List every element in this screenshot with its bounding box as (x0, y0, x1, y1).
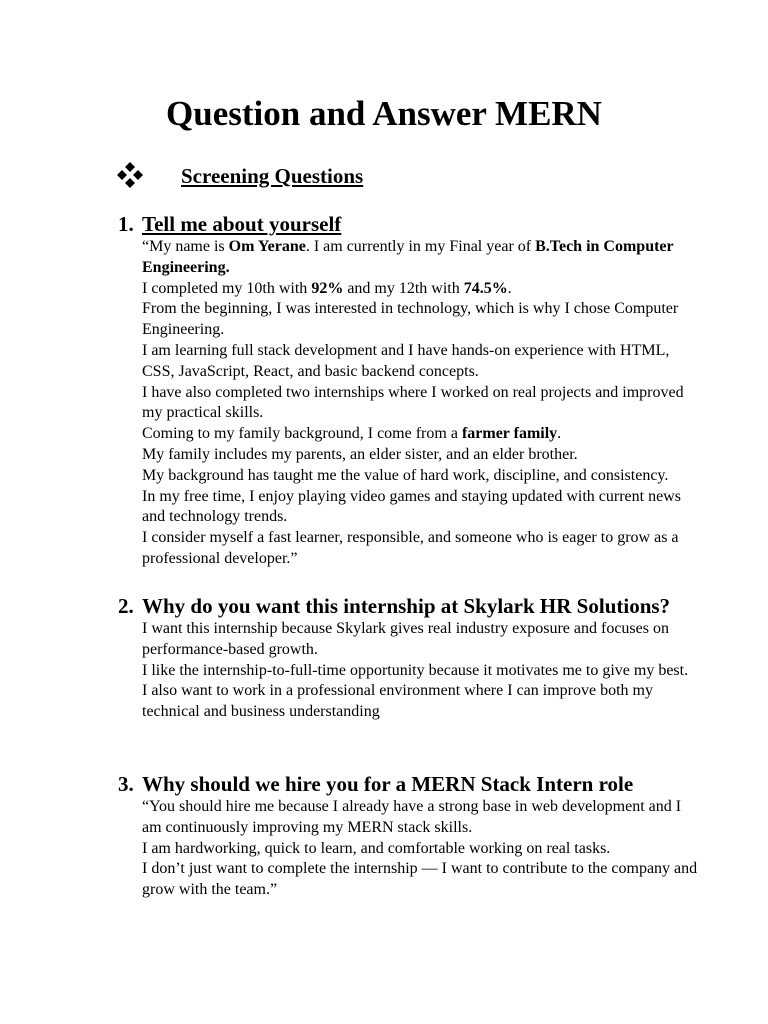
text-run: . (507, 279, 512, 297)
text-run: “You should hire me because I already have a strong base in web development and I am continuously improving my MERN stack skills. (142, 798, 682, 836)
text-run: . I am currently in my Final year of (305, 238, 536, 255)
text-run: and my 12th with (343, 279, 464, 297)
text-run: I don’t just want to complete the internship — I want to contribute to the company and grow with the team.” (142, 860, 698, 899)
answer-line (142, 445, 698, 466)
question-block-3 (118, 772, 698, 901)
question-block-2 (118, 594, 698, 723)
text-run: My background has taught me the value of hard work, discipline, and consistency. (142, 466, 669, 484)
question-text: Why do you want this internship at Skylark HR Solutions? (142, 594, 671, 618)
question-number: 3. (118, 772, 134, 796)
answer-line (142, 383, 698, 425)
answer-line (142, 619, 698, 661)
answer-text (142, 797, 698, 901)
text-run: Coming to my family background, I come from a (142, 425, 462, 443)
bold-text: 92% (311, 279, 344, 297)
question-text: Tell me about yourself (142, 212, 342, 236)
text-run: I am learning full stack development and I have hands-on experience with HTML, CSS, JavaScript, React, and basic backend concepts. (142, 341, 670, 380)
answer-line (142, 487, 698, 529)
bold-text: Om Yerane (228, 238, 306, 255)
question-text: Why should we hire you for a MERN Stack Intern role (142, 772, 634, 796)
question-number: 2. (118, 594, 134, 618)
answer-line (142, 839, 698, 860)
answer-line (142, 237, 698, 279)
answer-line (142, 466, 698, 487)
question-block-1 (118, 212, 698, 570)
text-run: I have also completed two internships where I worked on real projects and improved my practical skills. (142, 383, 684, 422)
page-title: Question and Answer MERN (166, 94, 602, 133)
text-run: In my free time, I enjoy playing video games and staying updated with current news and technology trends. (142, 487, 681, 526)
text-run: My family includes my parents, an elder sister, and an elder brother. (142, 445, 578, 463)
text-run: I completed my 10th with (142, 279, 312, 297)
answer-line (142, 859, 698, 901)
answer-line (142, 279, 698, 300)
text-run: . (557, 425, 562, 443)
answer-line (142, 424, 698, 445)
text-run: “My name is (142, 238, 229, 255)
answer-line (142, 341, 698, 383)
text-run: I consider myself a fast learner, responsible, and someone who is eager to grow as a professional developer.” (142, 529, 679, 567)
answer-line (142, 797, 698, 839)
section-heading: Screening Questions (181, 164, 364, 188)
answer-line (142, 299, 698, 341)
text-run: From the beginning, I was interested in technology, which is why I chose Computer Engineering. (142, 300, 679, 339)
four-diamond-bullet-icon (115, 160, 145, 190)
question-heading (118, 212, 698, 237)
text-run: I also want to work in a professional environment where I can improve both my technical and business understanding (142, 682, 653, 721)
bold-text: farmer family (461, 425, 558, 443)
bold-text: B.Tech in Computer Engineering. (142, 238, 674, 276)
text-run: I like the internship-to-full-time opportunity because it motivates me to give my best. (142, 661, 689, 679)
answer-text (142, 237, 698, 570)
text-run: I want this internship because Skylark gives real industry exposure and focuses on performance-based growth. (142, 620, 669, 658)
question-number: 1. (118, 212, 134, 236)
text-run: I am hardworking, quick to learn, and comfortable working on real tasks. (142, 839, 611, 857)
answer-line (142, 528, 698, 570)
bold-text: 74.5% (463, 279, 508, 297)
question-heading (118, 594, 698, 619)
answer-line (142, 661, 698, 682)
question-heading (118, 772, 698, 797)
answer-text (142, 619, 698, 723)
answer-line (142, 681, 698, 723)
